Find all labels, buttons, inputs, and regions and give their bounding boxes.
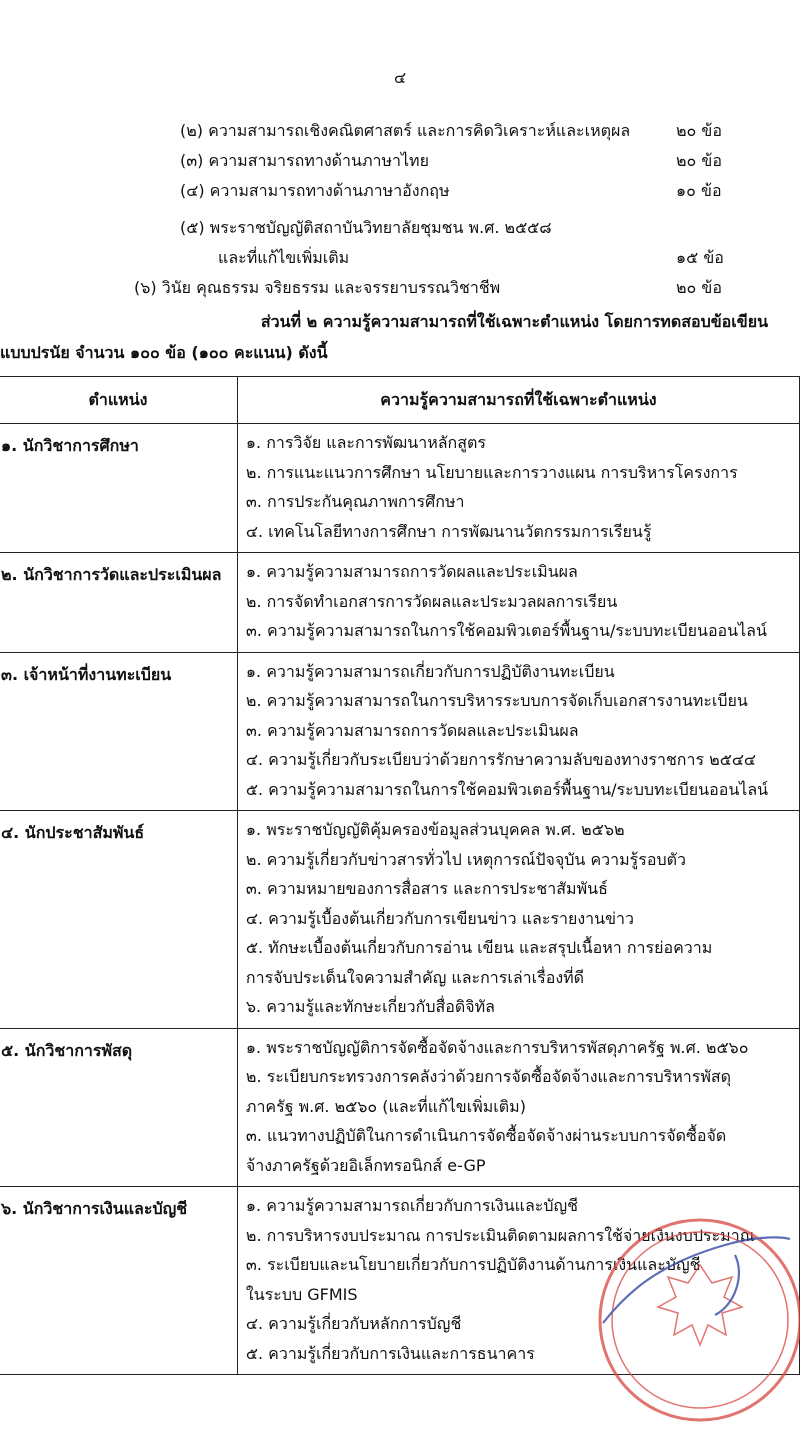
knowledge-item: ๑. ความรู้ความสามารถการวัดผลและประเมินผล	[245, 562, 578, 581]
table-row	[0, 553, 800, 653]
table-row	[0, 1028, 800, 1187]
knowledge-item: จ้างภาครัฐด้วยอิเล็กทรอนิกส์ e-GP	[245, 1155, 486, 1175]
knowledge-item: ๑. ความรู้ความสามารถเกี่ยวกับการเงินและบัญชี	[245, 1196, 579, 1215]
positions-table	[0, 376, 800, 1375]
knowledge-item: ๓. ความหมายของการสื่อสาร และการประชาสัมพันธ์	[245, 879, 608, 898]
knowledge-item: ๕. ความรู้เกี่ยวกับการเงินและการธนาคาร	[245, 1343, 535, 1363]
subject-text-continuation: และที่แก้ไขเพิ่มเติม	[218, 248, 350, 267]
table-row	[0, 1187, 800, 1375]
table-row	[0, 811, 800, 1029]
page-number: ๔	[393, 68, 407, 87]
knowledge-item: ๒. ความรู้เกี่ยวกับข่าวสารทั่วไป เหตุการณ์ปัจจุบัน ความรู้รอบตัว	[245, 849, 686, 869]
subject-text: (๖) วินัย คุณธรรม จริยธรรม และจรรยาบรรณวิชาชีพ	[134, 278, 501, 297]
knowledge-item: ๖. ความรู้และทักษะเกี่ยวกับสื่อดิจิทัล	[245, 997, 495, 1016]
knowledge-item: ๔. ความรู้เกี่ยวกับหลักการบัญชี	[245, 1314, 462, 1333]
knowledge-item: ๑. การวิจัย และการพัฒนาหลักสูตร	[245, 433, 486, 452]
table-header-row	[0, 377, 800, 424]
subject-text: (๓) ความสามารถทางด้านภาษาไทย	[180, 151, 429, 170]
subject-count: ๒๐ ข้อ	[676, 278, 722, 297]
knowledge-item: ๓. การประกันคุณภาพการศึกษา	[245, 492, 465, 511]
subject-item	[0, 213, 800, 267]
knowledge-item: ๒. ความรู้ความสามารถในการบริหารระบบการจัดเก็บเอกสารงานทะเบียน	[245, 691, 748, 710]
subject-count: ๑๕ ข้อ	[676, 248, 724, 267]
knowledge-item: ๓. ความรู้ความสามารถในการใช้คอมพิวเตอร์พื้นฐาน/ระบบทะเบียนออนไลน์	[245, 621, 767, 640]
knowledge-item: ในระบบ GFMIS	[245, 1284, 358, 1304]
header-knowledge: ความรู้ความสามารถที่ใช้เฉพาะตำแหน่ง	[237, 377, 799, 424]
position-name: ๒. นักวิชาการวัดและประเมินผล	[0, 553, 237, 653]
knowledge-item: ๔. เทคโนโลยีทางการศึกษา การพัฒนานวัตกรรมการเรียนรู้	[245, 521, 652, 541]
section-2-heading: ส่วนที่ ๒ ความรู้ความสามารถที่ใช้เฉพาะตำแหน่ง โดยการทดสอบข้อเขียน	[260, 312, 768, 331]
subject-item	[0, 146, 800, 176]
knowledge-item: ๓. ระเบียบและนโยบายเกี่ยวกับการปฏิบัติงานด้านการเงินและบัญชี	[245, 1255, 701, 1274]
knowledge-item: ๒. การจัดทำเอกสารการวัดผลและประมวลผลการเรียน	[245, 591, 618, 611]
position-name: ๓. เจ้าหน้าที่งานทะเบียน	[0, 652, 237, 811]
knowledge-list	[237, 1187, 799, 1375]
position-name: ๕. นักวิชาการพัสดุ	[0, 1028, 237, 1187]
knowledge-list	[237, 811, 799, 1029]
section-2-heading-cont: แบบปรนัย จำนวน ๑๐๐ ข้อ (๑๐๐ คะแนน) ดังนี้	[0, 343, 328, 362]
subject-text: (๔) ความสามารถทางด้านภาษาอังกฤษ	[180, 181, 450, 200]
subject-count: ๑๐ ข้อ	[676, 181, 722, 200]
knowledge-item: ๕. ทักษะเบื้องต้นเกี่ยวกับการอ่าน เขียน และสรุปเนื้อหา การย่อความ	[245, 938, 713, 957]
knowledge-item: ๑. ความรู้ความสามารถเกี่ยวกับการปฏิบัติงานทะเบียน	[245, 661, 615, 681]
table-row	[0, 652, 800, 811]
knowledge-item: ๒. ระเบียบกระทรวงการคลังว่าด้วยการจัดซื้อจัดจ้างและการบริหารพัสดุ	[245, 1067, 732, 1086]
subject-item	[0, 176, 800, 206]
position-name: ๑. นักวิชาการศึกษา	[0, 424, 237, 553]
knowledge-item: ภาครัฐ พ.ศ. ๒๕๖๐ (และที่แก้ไขเพิ่มเติม)	[245, 1096, 526, 1116]
knowledge-list	[237, 553, 799, 653]
subject-item	[0, 116, 800, 146]
subject-item	[0, 273, 800, 303]
knowledge-item: ๑. พระราชบัญญัติการจัดซื้อจัดจ้างและการบริหารพัสดุภาครัฐ พ.ศ. ๒๕๖๐	[245, 1037, 749, 1057]
knowledge-item: ๒. การบริหารงบประมาณ การประเมินติดตามผลการใช้จ่ายเงินงบประมาณ	[245, 1225, 755, 1245]
header-position: ตำแหน่ง	[0, 377, 237, 424]
subject-count: ๒๐ ข้อ	[676, 121, 722, 140]
table-row	[0, 424, 800, 553]
knowledge-list	[237, 424, 799, 553]
knowledge-item: ๔. ความรู้เกี่ยวกับระเบียบว่าด้วยการรักษาความลับของทางราชการ ๒๕๔๔	[245, 750, 757, 769]
knowledge-item: ๓. แนวทางปฏิบัติในการดำเนินการจัดซื้อจัดจ้างผ่านระบบการจัดซื้อจัด	[245, 1126, 727, 1145]
position-name: ๖. นักวิชาการเงินและบัญชี	[0, 1187, 237, 1375]
knowledge-list	[237, 1028, 799, 1187]
knowledge-item: ๑. พระราชบัญญัติคุ้มครองข้อมูลส่วนบุคคล พ.ศ. ๒๕๖๒	[245, 820, 625, 839]
knowledge-item: ๕. ความรู้ความสามารถในการใช้คอมพิวเตอร์พื้นฐาน/ระบบทะเบียนออนไลน์	[245, 779, 769, 799]
knowledge-item: การจับประเด็นใจความสำคัญ และการเล่าเรื่องที่ดี	[245, 967, 585, 987]
subject-count: ๒๐ ข้อ	[676, 151, 722, 170]
position-name: ๔. นักประชาสัมพันธ์	[0, 811, 237, 1029]
subject-text: (๒) ความสามารถเชิงคณิตศาสตร์ และการคิดวิเคราะห์และเหตุผล	[180, 121, 631, 140]
subject-text: (๕) พระราชบัญญัติสถาบันวิทยาลัยชุมชน พ.ศ. ๒๕๕๘	[180, 218, 552, 237]
knowledge-item: ๓. ความรู้ความสามารถการวัดผลและประเมินผล	[245, 720, 579, 740]
knowledge-item: ๔. ความรู้เบื้องต้นเกี่ยวกับการเขียนข่าว และรายงานข่าว	[245, 908, 634, 928]
knowledge-item: ๒. การแนะแนวการศึกษา นโยบายและการวางแผน การบริหารโครงการ	[245, 462, 738, 482]
knowledge-list	[237, 652, 799, 811]
